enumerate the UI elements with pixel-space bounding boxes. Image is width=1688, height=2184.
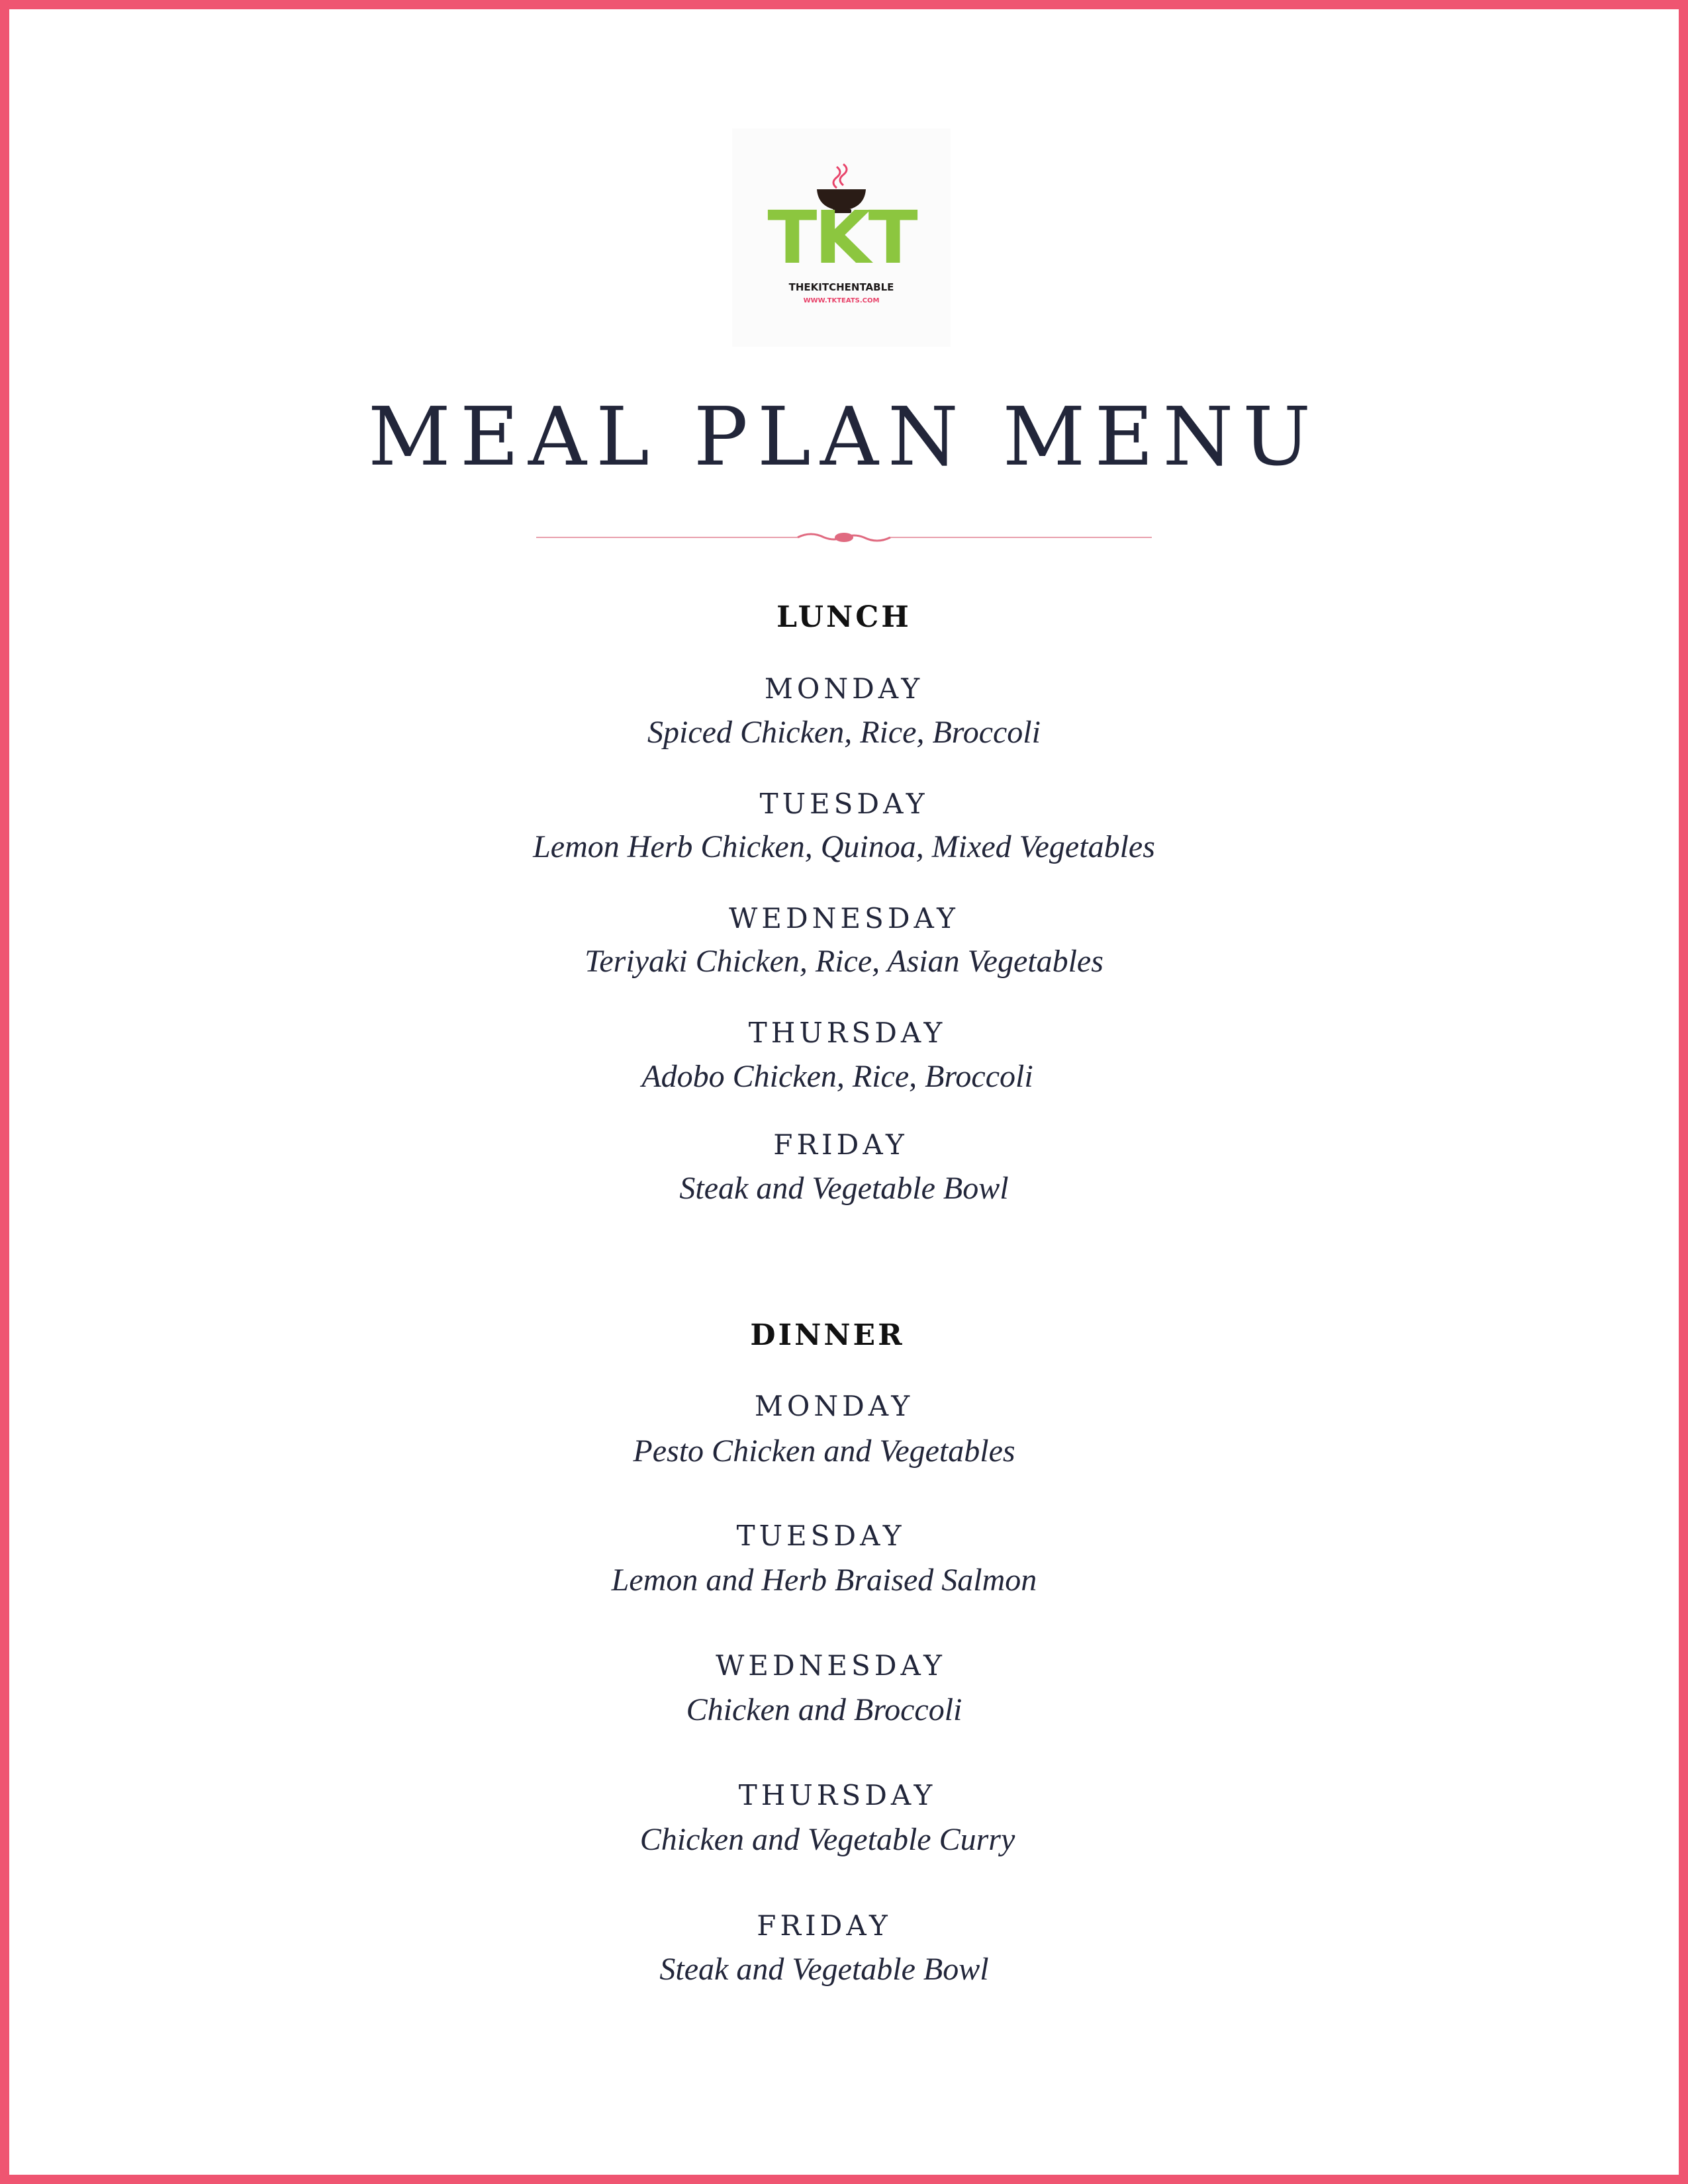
dinner-day-wednesday: WEDNESDAY (716, 1649, 946, 1682)
dinner-meal-monday: Pesto Chicken and Vegetables (633, 1433, 1015, 1469)
lunch-meal-thursday: Adobo Chicken, Rice, Broccoli (641, 1059, 1033, 1094)
dinner-day-thursday: THURSDAY (738, 1779, 937, 1811)
dinner-meal-thursday: Chicken and Vegetable Curry (639, 1822, 1015, 1857)
ornament-divider (536, 529, 1152, 545)
dinner-meal-friday: Steak and Vegetable Bowl (659, 1952, 989, 1987)
logo-letters: TKT (767, 195, 915, 280)
lunch-meal-friday: Steak and Vegetable Bowl (679, 1171, 1009, 1206)
tkt-logo (732, 128, 951, 347)
dinner-meal-wednesday: Chicken and Broccoli (686, 1692, 962, 1727)
lunch-day-monday: MONDAY (764, 672, 924, 705)
lunch-meal-wednesday: Teriyaki Chicken, Rice, Asian Vegetables (585, 944, 1103, 979)
logo-brand: THEKITCHENTABLE (788, 281, 894, 293)
lunch-day-friday: FRIDAY (773, 1128, 908, 1161)
dinner-day-monday: MONDAY (754, 1390, 914, 1422)
lunch-heading: LUNCH (776, 600, 912, 634)
page-title: MEAL PLAN MENU (367, 390, 1321, 484)
dinner-day-friday: FRIDAY (757, 1909, 892, 1942)
dinner-meal-tuesday: Lemon and Herb Braised Salmon (611, 1563, 1037, 1598)
dinner-day-tuesday: TUESDAY (736, 1520, 906, 1552)
lunch-day-wednesday: WEDNESDAY (729, 902, 959, 934)
lunch-meal-monday: Spiced Chicken, Rice, Broccoli (647, 715, 1041, 750)
lunch-meal-tuesday: Lemon Herb Chicken, Quinoa, Mixed Vegetables (533, 829, 1155, 864)
lunch-day-tuesday: TUESDAY (759, 788, 929, 820)
lunch-day-thursday: THURSDAY (748, 1017, 947, 1049)
logo-url: WWW.TKTEATS.COM (803, 297, 880, 304)
dinner-heading: DINNER (750, 1318, 905, 1352)
